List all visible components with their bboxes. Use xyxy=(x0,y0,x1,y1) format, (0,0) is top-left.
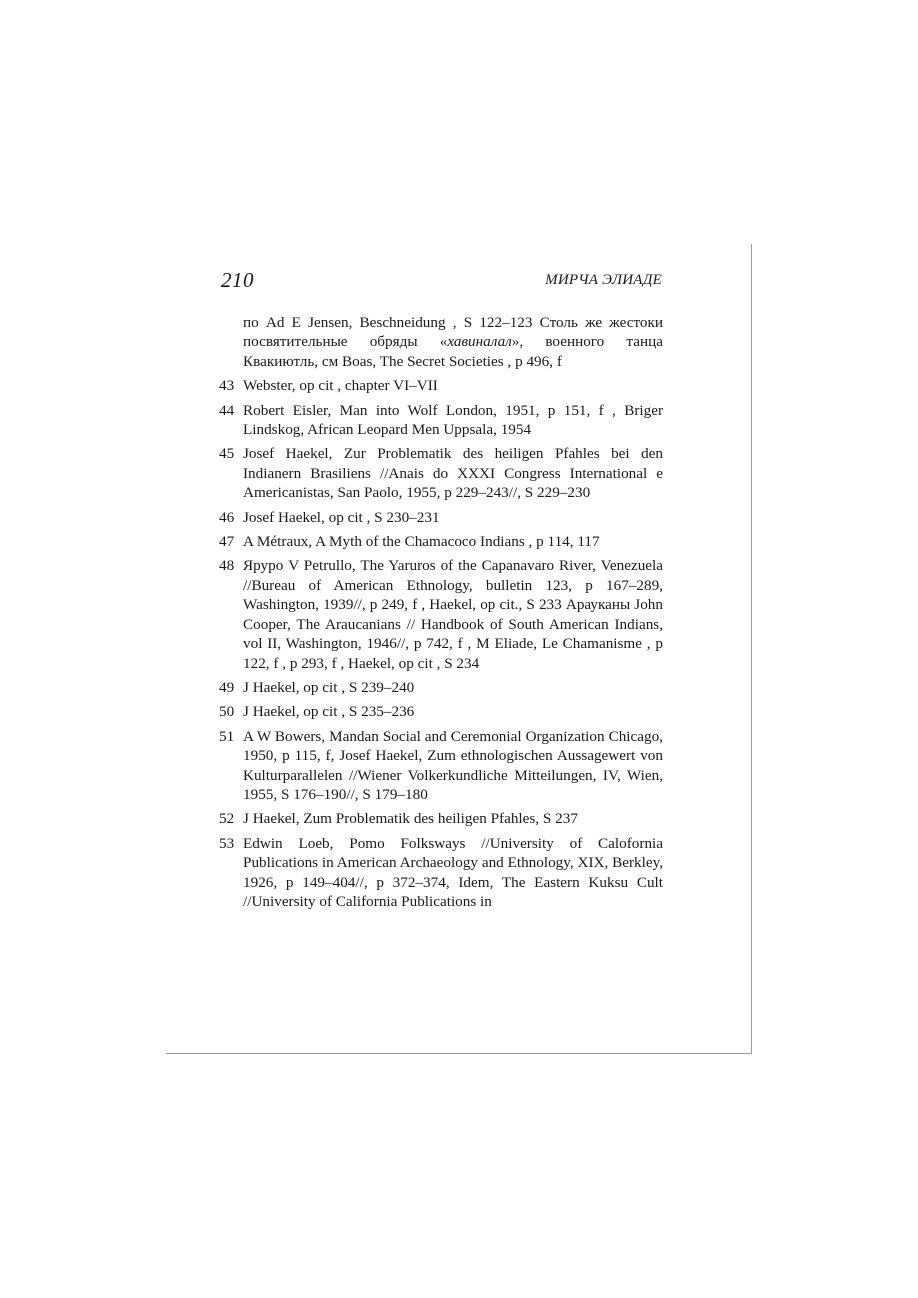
note-number: 46 xyxy=(219,508,235,526)
note-continuation xyxy=(219,313,663,371)
page-frame-bottom xyxy=(166,1053,752,1054)
note-49 xyxy=(219,678,663,697)
note-number: 43 xyxy=(219,377,235,395)
note-number: 48 xyxy=(219,557,235,575)
page-frame-right xyxy=(751,244,752,1054)
note-text: J Haekel, Zum Problematik des heiligen Pfahles, S 237 xyxy=(243,810,578,828)
note-53 xyxy=(219,834,663,912)
note-46 xyxy=(219,508,663,527)
note-45 xyxy=(219,444,663,502)
note-text: J Haekel, op cit , S 239–240 xyxy=(243,678,415,696)
note-number: 51 xyxy=(219,727,235,745)
note-48 xyxy=(219,556,663,672)
note-text: A W Bowers, Mandan Social and Ceremonial Organization Chicago, 1950, p 115, f, Josef Haekel, Zum ethnologischen Aussagewert von Kulturparallelen //Wiener Volkerkundliche Mitteilungen, IV, Wien, 1955, S 176–190//, S 179–180 xyxy=(243,727,663,803)
note-number: 53 xyxy=(219,834,235,852)
note-number: 45 xyxy=(219,445,235,463)
note-number: 50 xyxy=(219,703,235,721)
note-44 xyxy=(219,401,663,440)
note-text: J Haekel, op cit , S 235–236 xyxy=(243,703,415,721)
page-number: 210 xyxy=(221,268,254,292)
note-number: 52 xyxy=(219,810,235,828)
note-text: A Métraux, A Myth of the Chamacoco Indians , p 114, 117 xyxy=(243,533,600,551)
note-text: Josef Haekel, Zur Problematik des heiligen Pfahles bei den Indianern Brasiliens //Anais do XXXI Congress International e Americanistas, San Paolo, 1955, p 229–243//, S 229–230 xyxy=(243,445,663,502)
note-text: Robert Eisler, Man into Wolf London, 1951, p 151, f , Briger Lindskog, African Leopard Men Uppsala, 1954 xyxy=(243,401,663,439)
note-50 xyxy=(219,702,663,721)
note-number: 49 xyxy=(219,678,235,696)
note-number: 44 xyxy=(219,401,235,419)
note-43 xyxy=(219,376,663,395)
note-text: по Ad E Jensen, Beschneidung , S 122–123 Столь же жестоки посвятительные обряды «хавиналал», военного танца Квакиютль, см Boas, The Secret Societies , p 496, f xyxy=(243,314,663,370)
running-head: МИРЧА ЭЛИАДЕ xyxy=(545,272,662,288)
note-52 xyxy=(219,809,663,828)
note-text: Edwin Loeb, Pomo Folksways //University of Calofornia Publications in American Archaeology and Ethnology, XIX, Berkley, 1926, p 149–404//, p 372–374, Idem, The Eastern Kuksu Cult //University of California Publications in xyxy=(243,834,663,910)
note-text: Яруро V Petrullo, The Yaruros of the Capanavaro River, Venezuela //Bureau of American Ethnology, bulletin 123, p 167–289, Washington, 1939//, p 249, f , Haekel, op cit., S 233 Арауканы John Cooper, The Araucanians // Handbook of South American Indians, vol II, Washington, 1946//, p 742, f , M Eliade, Le Chamanisme , p 122, f , p 293, f , Haekel, op cit , S 234 xyxy=(243,557,663,672)
note-text: Josef Haekel, op cit , S 230–231 xyxy=(243,508,440,526)
note-text: Webster, op cit , chapter VI–VII xyxy=(243,377,438,395)
note-51 xyxy=(219,727,663,805)
footnotes-list xyxy=(219,313,663,916)
note-number: 47 xyxy=(219,533,235,551)
note-47 xyxy=(219,532,663,551)
